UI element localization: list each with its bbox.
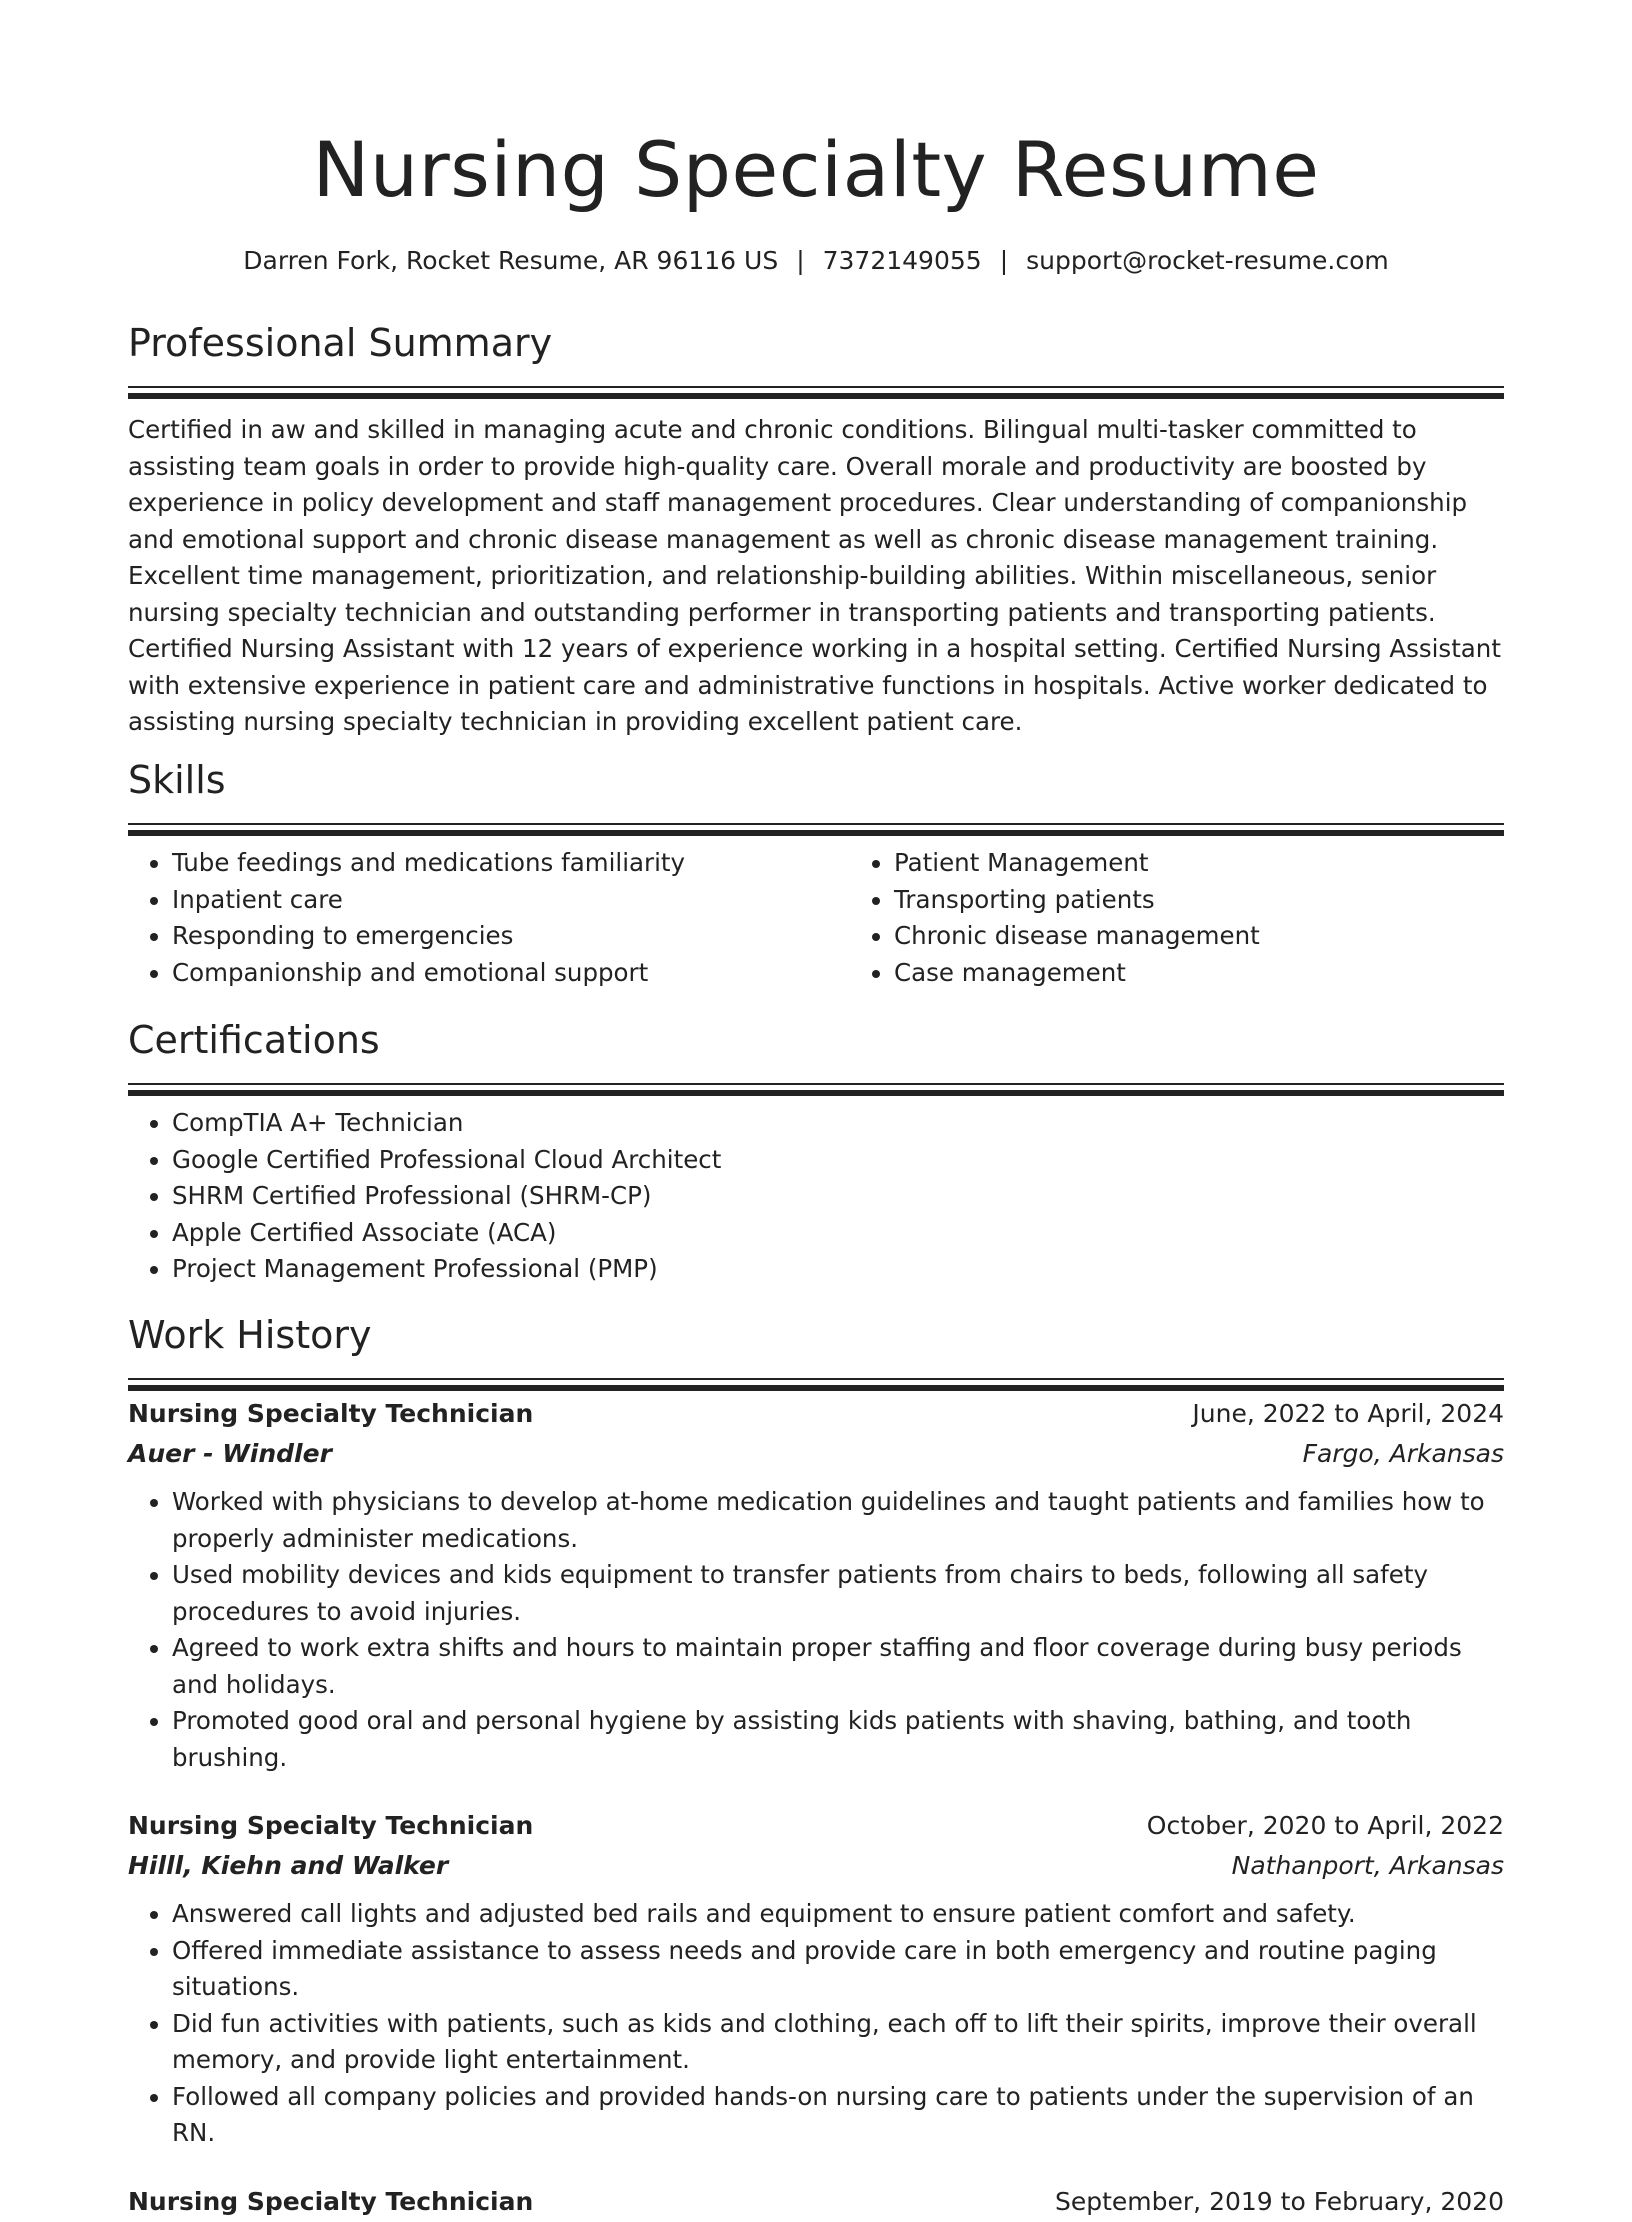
job-header bbox=[128, 1806, 1504, 1846]
list-item: • Companionship and emotional support bbox=[172, 955, 850, 992]
contact-line bbox=[128, 244, 1504, 278]
job-title: Nursing Specialty Technician bbox=[128, 1399, 534, 1428]
contact-address: Darren Fork, Rocket Resume, AR 96116 US bbox=[243, 246, 779, 275]
skills-right-list bbox=[850, 845, 1572, 991]
work-history-section bbox=[128, 1310, 1504, 2222]
job-location: Nathanport, Arkansas bbox=[1231, 1851, 1504, 1880]
list-item: • Inpatient care bbox=[172, 882, 850, 919]
job-entry bbox=[128, 1394, 1504, 1776]
section-heading: Professional Summary bbox=[128, 321, 553, 365]
skills-grid bbox=[128, 845, 1504, 991]
list-item: • Did fun activities with patients, such as kids and clothing, each off to lift their spirits, improve their overall memory, and provide light entertainment. bbox=[172, 2006, 1504, 2079]
list-item: • Promoted good oral and personal hygiene by assisting kids patients with shaving, bathing, and tooth brushing. bbox=[172, 1703, 1504, 1776]
job-entry bbox=[128, 1806, 1504, 2152]
job-subheader bbox=[128, 1434, 1504, 1474]
contact-separator: | bbox=[796, 246, 805, 275]
job-dates: September, 2019 to February, 2020 bbox=[1055, 2186, 1504, 2216]
list-item: • Followed all company policies and provided hands-on nursing care to patients under the supervision of an RN. bbox=[172, 2079, 1504, 2152]
job-entry bbox=[128, 2182, 1504, 2222]
page-title: Nursing Specialty Resume bbox=[312, 125, 1320, 214]
job-title: Nursing Specialty Technician bbox=[128, 2186, 534, 2216]
list-item: • Answered call lights and adjusted bed rails and equipment to ensure patient comfort and safety. bbox=[172, 1896, 1504, 1933]
list-item: • Agreed to work extra shifts and hours to maintain proper staffing and floor coverage during busy periods and holidays. bbox=[172, 1630, 1504, 1703]
skills-section bbox=[128, 755, 1504, 991]
section-divider bbox=[128, 823, 1504, 825]
section-divider bbox=[128, 1083, 1504, 1085]
summary-section bbox=[128, 318, 1504, 741]
list-item: • Patient Management bbox=[894, 845, 1572, 882]
job-dates: June, 2022 to April, 2024 bbox=[1192, 1399, 1504, 1428]
job-location: Fargo, Arkansas bbox=[1302, 1439, 1504, 1468]
list-item: • CompTIA A+ Technician bbox=[172, 1105, 1504, 1142]
job-subheader bbox=[128, 1846, 1504, 1886]
job-header bbox=[128, 2182, 1504, 2222]
list-item: • Chronic disease management bbox=[894, 918, 1572, 955]
list-item: • Responding to emergencies bbox=[172, 918, 850, 955]
contact-phone: 7372149055 bbox=[822, 246, 982, 275]
job-bullets bbox=[128, 1896, 1504, 2152]
section-heading: Work History bbox=[128, 1313, 372, 1357]
summary-text: Certified in aw and skilled in managing acute and chronic conditions. Bilingual multi-tasker committed to assisting team goals in order to provide high-quality care. Overall morale and productivity are boosted by experience in policy development and staff management procedures. Clear understanding of companionship and emotional support and chronic disease management as well as chronic disease management training. Excellent time management, prioritization, and relationship-building abilities. Within miscellaneous, senior nursing specialty technician and outstanding performer in transporting patients and transporting patients. Certified Nursing Assistant with 12 years of experience working in a hospital setting. Certified Nursing Assistant with extensive experience in patient care and administrative functions in hospitals. Active worker dedicated to assisting nursing specialty technician in providing excellent patient care. bbox=[128, 415, 1501, 736]
contact-email: support@rocket-resume.com bbox=[1026, 246, 1389, 275]
list-item: • Offered immediate assistance to assess needs and provide care in both emergency and routine paging situations. bbox=[172, 1933, 1504, 2006]
section-heading: Certifications bbox=[128, 1018, 380, 1062]
job-header bbox=[128, 1394, 1504, 1434]
section-divider bbox=[128, 386, 1504, 388]
job-title: Nursing Specialty Technician bbox=[128, 1811, 534, 1840]
list-item: • Used mobility devices and kids equipment to transfer patients from chairs to beds, following all safety procedures to avoid injuries. bbox=[172, 1557, 1504, 1630]
list-item: • Worked with physicians to develop at-home medication guidelines and taught patients and families how to properly administer medications. bbox=[172, 1484, 1504, 1557]
certifications-section bbox=[128, 1015, 1504, 1288]
job-company: Auer - Windler bbox=[128, 1439, 332, 1468]
contact-separator: | bbox=[999, 246, 1009, 275]
list-item: • Tube feedings and medications familiarity bbox=[172, 845, 850, 882]
job-dates: October, 2020 to April, 2022 bbox=[1146, 1811, 1504, 1840]
list-item: • Case management bbox=[894, 955, 1572, 992]
certifications-list bbox=[128, 1105, 1504, 1288]
list-item: • Project Management Professional (PMP) bbox=[172, 1251, 1504, 1288]
section-divider bbox=[128, 1378, 1504, 1380]
list-item: • Google Certified Professional Cloud Architect bbox=[172, 1142, 1504, 1179]
list-item: • Transporting patients bbox=[894, 882, 1572, 919]
list-item: • Apple Certified Associate (ACA) bbox=[172, 1215, 1504, 1252]
list-item: • SHRM Certified Professional (SHRM-CP) bbox=[172, 1178, 1504, 1215]
job-bullets bbox=[128, 1484, 1504, 1776]
job-company: Hilll, Kiehn and Walker bbox=[128, 1851, 449, 1880]
skills-left-list bbox=[128, 845, 850, 991]
section-heading: Skills bbox=[128, 758, 226, 802]
